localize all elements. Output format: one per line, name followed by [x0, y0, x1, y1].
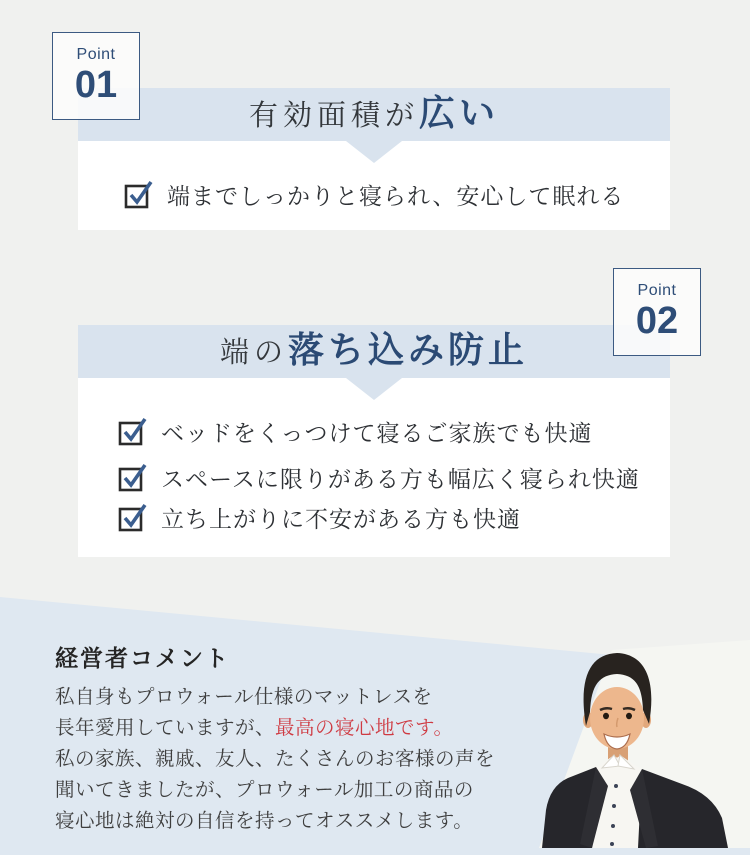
comment-line-1: 私自身もプロウォール仕様のマットレスを [55, 686, 433, 708]
point-01-title-emphasis: 広い [419, 93, 500, 133]
point-01-badge-label: Point [76, 45, 116, 63]
comment-highlight: 最高の寝心地です。 [275, 717, 454, 739]
checked-checkbox-icon [124, 179, 154, 209]
point-01-title-normal: 有効面積が [248, 100, 419, 132]
point-02-title-emphasis: 落ち込み防止 [288, 330, 529, 370]
comment-line-2: 長年愛用していますが、最高の寝心地です。 [55, 717, 454, 739]
comment-paragraph [55, 682, 495, 837]
point-01-title-band [78, 88, 670, 141]
check-list-item [124, 179, 624, 209]
comment-heading: 経営者コメント [55, 645, 230, 671]
point-02-content-box [78, 378, 670, 557]
comment-line-4: 聞いてきましたが、プロウォール加工の商品の [55, 779, 474, 801]
point-02-title-normal: 端の [219, 337, 288, 369]
checked-checkbox-icon [118, 416, 148, 446]
check-list-item [118, 416, 593, 446]
check-item-label: ベッドをくっつけて寝るご家族でも快適 [161, 420, 593, 446]
triangle-down-icon [346, 378, 402, 400]
check-item-label: スペースに限りがある方も幅広く寝られ快適 [161, 466, 640, 492]
check-list-item [118, 462, 640, 492]
comment-line-3: 私の家族、親戚、友人、たくさんのお客様の声を [55, 748, 496, 770]
point-01-badge [52, 32, 140, 120]
check-list-item [118, 502, 521, 532]
point-02-badge-number: 02 [635, 299, 679, 342]
checked-checkbox-icon [118, 462, 148, 492]
point-01-badge-number: 01 [74, 63, 118, 106]
president-photo [530, 618, 750, 855]
point-02-badge [613, 268, 701, 356]
triangle-down-icon [346, 141, 402, 163]
checked-checkbox-icon [118, 502, 148, 532]
point-02-title-band [78, 325, 670, 378]
check-item-label: 立ち上がりに不安がある方も快適 [161, 506, 521, 532]
point-02-badge-label: Point [637, 281, 677, 299]
comment-line-5: 寝心地は絶対の自信を持ってオススメします。 [55, 810, 474, 832]
check-item-label: 端までしっかりと寝られ、安心して眠れる [167, 183, 625, 209]
